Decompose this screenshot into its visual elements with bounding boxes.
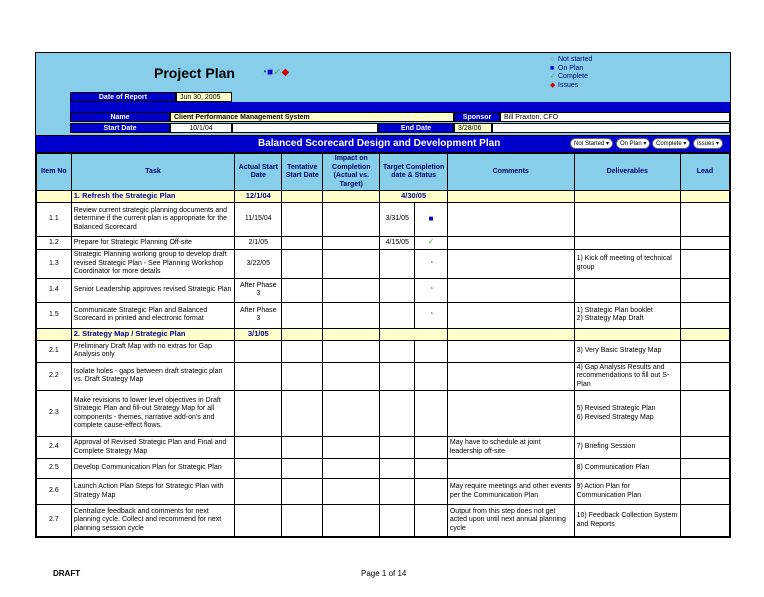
- phase-title: 1. Refresh the Strategic Plan: [71, 191, 235, 203]
- task-cell: Isolate holes - gaps between draft strategic plan vs. Draft Strategy Map: [71, 362, 235, 391]
- lead-cell: [680, 437, 729, 459]
- draft-label: DRAFT: [53, 569, 81, 578]
- deliverables-cell: [574, 278, 680, 302]
- task-cell: Launch Action Plan Steps for Strategic Plan with Strategy Map: [71, 479, 235, 505]
- tentative-start-cell: [282, 479, 323, 505]
- task-cell: Approval of Revised Strategic Plan and Final and Complete Strategy Map: [71, 437, 235, 459]
- target-date-cell: [380, 302, 415, 328]
- filter-label: Not Started: [574, 141, 605, 147]
- phase-cell: [37, 191, 72, 203]
- lead-cell: [680, 391, 729, 437]
- legend-label: Issues: [558, 81, 579, 89]
- table-row: [37, 459, 730, 479]
- column-header-target-completion: Target Completion date & Status: [380, 154, 447, 191]
- task-cell: Senior Leadership approves revised Strategic Plan: [71, 278, 235, 302]
- filter-label: Issues: [697, 141, 715, 147]
- actual-start-cell: [235, 437, 282, 459]
- chevron-down-icon: ▾: [716, 141, 720, 147]
- comments-cell: [447, 391, 574, 437]
- table-row: [37, 203, 730, 237]
- tentative-start-cell: [282, 459, 323, 479]
- target-date-cell: [380, 278, 415, 302]
- legend-label: On Plan: [558, 64, 584, 72]
- target-date-cell: [380, 340, 415, 362]
- status-cell: [415, 302, 448, 328]
- comments-cell: [447, 340, 574, 362]
- page-title: Project Plan: [154, 65, 235, 81]
- filter-label: Complete: [656, 141, 682, 147]
- status-cell: [415, 237, 448, 250]
- task-cell: Communicate Strategic Plan and Balanced Scorecard in printed and electronic format: [71, 302, 235, 328]
- deliverables-cell: [574, 203, 680, 237]
- comments-cell: [447, 459, 574, 479]
- deliverables-cell: 4) Gap Analysis Results and recommendations to fill out S-Plan: [574, 362, 680, 391]
- filter-issues[interactable]: [693, 138, 723, 149]
- comments-cell: [447, 302, 574, 328]
- actual-start-cell: After Phase 3: [235, 302, 282, 328]
- chevron-down-icon: ▾: [606, 141, 610, 147]
- target-date-cell: 3/31/05: [380, 203, 415, 237]
- end-date-value: 3/28/06: [454, 123, 492, 133]
- lead-cell: [680, 250, 729, 279]
- issues-icon: ◆: [281, 67, 290, 78]
- impact-cell: [323, 340, 380, 362]
- impact-cell: [323, 479, 380, 505]
- item-number: 2.4: [37, 437, 72, 459]
- on-plan-icon: ■: [550, 64, 555, 72]
- actual-start-cell: [235, 459, 282, 479]
- lead-cell: [680, 302, 729, 328]
- status-cell: [415, 340, 448, 362]
- deliverables-cell: 1) Strategic Plan booklet 2) Strategy Map Draft: [574, 302, 680, 328]
- tentative-start-cell: [282, 278, 323, 302]
- comments-cell: [447, 203, 574, 237]
- target-date-cell: [380, 437, 415, 459]
- status-cell: [415, 362, 448, 391]
- task-cell: Strategic Planning working group to develop draft revised Strategic Plan - See Planning Workshop Coordinator for more details: [71, 250, 235, 279]
- comments-cell: May require meetings and other events per the Communication Plan: [447, 479, 574, 505]
- legend-label: Complete: [558, 73, 588, 80]
- start-date-label: Start Date: [70, 123, 170, 133]
- column-header-tentative-start: Tentative Start Date: [282, 154, 323, 191]
- phase-cell: [282, 191, 323, 203]
- status-legend: [550, 56, 592, 90]
- column-header-task: Task: [71, 154, 235, 191]
- item-number: 2.3: [37, 391, 72, 437]
- target-date-cell: [380, 250, 415, 279]
- complete-icon: ✓: [273, 67, 282, 78]
- lead-cell: [680, 278, 729, 302]
- deliverables-cell: 5) Revised Strategic Plan 6) Revised Strategy Map: [574, 391, 680, 437]
- tentative-start-cell: [282, 302, 323, 328]
- lead-cell: [680, 362, 729, 391]
- impact-cell: [323, 203, 380, 237]
- item-number: 2.5: [37, 459, 72, 479]
- phase-cell: [282, 328, 323, 340]
- column-header-deliverables: Deliverables: [574, 154, 680, 191]
- name-label: Name: [70, 112, 170, 122]
- on-plan-icon: ■: [428, 213, 434, 223]
- lead-cell: [680, 459, 729, 479]
- phase-cell: [323, 191, 380, 203]
- plan-title: Balanced Scorecard Design and Development Plan: [258, 138, 501, 149]
- on-plan-icon: ■: [267, 67, 274, 78]
- phase-start: 3/1/05: [235, 328, 282, 340]
- status-cell: [415, 391, 448, 437]
- deliverables-cell: 1) Kick off meeting of technical group: [574, 250, 680, 279]
- phase-cell: [447, 328, 574, 340]
- status-cell: [415, 479, 448, 505]
- actual-start-cell: After Phase 3: [235, 278, 282, 302]
- table-row: [37, 362, 730, 391]
- table-header-row: [37, 154, 730, 191]
- impact-cell: [323, 278, 380, 302]
- legend-item: [550, 65, 592, 74]
- filter-label: On Plan: [620, 141, 642, 147]
- issues-icon: ◆: [550, 81, 556, 89]
- phase-row: [37, 191, 730, 203]
- table-row: [37, 505, 730, 537]
- table-row: [37, 250, 730, 279]
- phase-cell: [323, 328, 380, 340]
- complete-icon: ✓: [427, 237, 435, 247]
- item-number: 1.4: [37, 278, 72, 302]
- target-date-cell: [380, 479, 415, 505]
- filter-complete[interactable]: [652, 138, 690, 149]
- filter-not-started[interactable]: [570, 138, 613, 149]
- complete-icon: ✓: [550, 73, 556, 80]
- column-header-impact: Impact on Completion (Actual vs. Target): [323, 154, 380, 191]
- legend-label: Not started: [558, 56, 593, 63]
- sponsor-label: Sponsor: [454, 112, 500, 122]
- tentative-start-cell: [282, 505, 323, 537]
- phase-cell: [680, 328, 729, 340]
- blank-field: [492, 123, 730, 133]
- phase-target: [380, 328, 447, 340]
- deliverables-cell: 9) Action Plan for Communication Plan: [574, 479, 680, 505]
- status-cell: [415, 459, 448, 479]
- actual-start-cell: 11/15/04: [235, 203, 282, 237]
- not-started-icon: ◔: [428, 309, 434, 319]
- comments-cell: [447, 278, 574, 302]
- not-started-icon: ○: [550, 56, 555, 63]
- phase-cell: [680, 191, 729, 203]
- comments-cell: May have to schedule at joint leadership off-site: [447, 437, 574, 459]
- tentative-start-cell: [282, 237, 323, 250]
- column-header-item-no: Item No: [37, 154, 72, 191]
- task-cell: Review current strategic planning documents and determine if the current plan is appropriate for the Balanced Scorecard: [71, 203, 235, 237]
- impact-cell: [323, 505, 380, 537]
- comments-cell: [447, 362, 574, 391]
- tentative-start-cell: [282, 437, 323, 459]
- column-header-comments: Comments: [447, 154, 574, 191]
- target-date-cell: [380, 505, 415, 537]
- comments-cell: Output from this step does not get acted upon until next annual planning cycle: [447, 505, 574, 537]
- phase-target: 4/30/05: [380, 191, 447, 203]
- tentative-start-cell: [282, 391, 323, 437]
- status-cell: [415, 505, 448, 537]
- actual-start-cell: 3/22/05: [235, 250, 282, 279]
- target-date-cell: [380, 459, 415, 479]
- plan-title-bar: [36, 136, 730, 153]
- impact-cell: [323, 459, 380, 479]
- project-plan-sheet: [35, 52, 731, 538]
- deliverables-cell: [574, 237, 680, 250]
- divider-band: [70, 102, 730, 112]
- tentative-start-cell: [282, 250, 323, 279]
- lead-cell: [680, 505, 729, 537]
- table-row: [37, 391, 730, 437]
- status-cell: [415, 278, 448, 302]
- task-cell: Centralize feedback and comments for next planning cycle. Collect and recommend for next planning session cycle: [71, 505, 235, 537]
- impact-cell: [323, 237, 380, 250]
- date-of-report-value: Jun 30, 2005: [176, 92, 232, 102]
- impact-cell: [323, 302, 380, 328]
- status-icons-sample: [261, 67, 289, 78]
- item-number: 2.7: [37, 505, 72, 537]
- status-cell: [415, 250, 448, 279]
- actual-start-cell: [235, 362, 282, 391]
- task-cell: Develop Communication Plan for Strategic Plan: [71, 459, 235, 479]
- task-cell: Prepare for Strategic Planning Off-site: [71, 237, 235, 250]
- phase-cell: [447, 191, 574, 203]
- impact-cell: [323, 250, 380, 279]
- deliverables-cell: 10) Feedback Collection System and Reports: [574, 505, 680, 537]
- table-row: [37, 278, 730, 302]
- item-number: 1.2: [37, 237, 72, 250]
- impact-cell: [323, 437, 380, 459]
- page-number: Page 1 of 14: [361, 569, 407, 578]
- target-date-cell: [380, 391, 415, 437]
- phase-title: 2. Strategy Map / Strategic Plan: [71, 328, 235, 340]
- item-number: 1.1: [37, 203, 72, 237]
- legend-item: [550, 56, 592, 65]
- tentative-start-cell: [282, 203, 323, 237]
- target-date-cell: 4/15/05: [380, 237, 415, 250]
- plan-table: [36, 153, 730, 537]
- tentative-start-cell: [282, 340, 323, 362]
- task-cell: Preliminary Draft Map with no extras for Gap Analysis only: [71, 340, 235, 362]
- blank-field: [232, 123, 378, 133]
- deliverables-cell: 3) Very Basic Strategy Map: [574, 340, 680, 362]
- item-number: 2.1: [37, 340, 72, 362]
- phase-cell: [574, 328, 680, 340]
- date-of-report-label: Date of Report: [70, 92, 176, 102]
- lead-cell: [680, 203, 729, 237]
- phase-cell: [574, 191, 680, 203]
- lead-cell: [680, 237, 729, 250]
- legend-item: [550, 73, 592, 82]
- actual-start-cell: [235, 340, 282, 362]
- header-area: [36, 53, 730, 136]
- end-date-label: End Date: [378, 123, 454, 133]
- table-row: [37, 237, 730, 250]
- tentative-start-cell: [282, 362, 323, 391]
- filter-on-plan[interactable]: [616, 138, 650, 149]
- comments-cell: [447, 237, 574, 250]
- lead-cell: [680, 479, 729, 505]
- comments-cell: [447, 250, 574, 279]
- chevron-down-icon: ▾: [643, 141, 647, 147]
- item-number: 1.3: [37, 250, 72, 279]
- not-started-icon: ◔: [428, 258, 434, 267]
- start-date-value: 10/1/04: [170, 123, 232, 133]
- table-row: [37, 437, 730, 459]
- actual-start-cell: [235, 505, 282, 537]
- impact-cell: [323, 391, 380, 437]
- column-header-lead: Lead: [680, 154, 729, 191]
- table-row: [37, 302, 730, 328]
- chevron-down-icon: ▾: [683, 141, 687, 147]
- status-cell: [415, 203, 448, 237]
- table-row: [37, 340, 730, 362]
- actual-start-cell: [235, 391, 282, 437]
- legend-item: [550, 82, 592, 91]
- item-number: 1.5: [37, 302, 72, 328]
- deliverables-cell: 7) Briefing Session: [574, 437, 680, 459]
- deliverables-cell: 8) Communication Plan: [574, 459, 680, 479]
- item-number: 2.2: [37, 362, 72, 391]
- column-header-actual-start: Actual Start Date: [235, 154, 282, 191]
- lead-cell: [680, 340, 729, 362]
- impact-cell: [323, 362, 380, 391]
- task-cell: Make revisions to lower level objectives in Draft Strategic Plan and fill-out Strategy Map for all components - themes, narrative add-on's and complete cause-effect flows.: [71, 391, 235, 437]
- name-value: Client Performance Management System: [170, 112, 454, 122]
- item-number: 2.6: [37, 479, 72, 505]
- target-date-cell: [380, 362, 415, 391]
- phase-row: [37, 328, 730, 340]
- actual-start-cell: [235, 479, 282, 505]
- not-started-icon: ◔: [428, 284, 434, 294]
- actual-start-cell: 2/1/05: [235, 237, 282, 250]
- sponsor-value: Bill Praxton, CFO: [500, 112, 730, 122]
- phase-cell: [37, 328, 72, 340]
- phase-start: 12/1/04: [235, 191, 282, 203]
- not-started-icon: ◔: [261, 67, 268, 78]
- status-cell: [415, 437, 448, 459]
- table-row: [37, 479, 730, 505]
